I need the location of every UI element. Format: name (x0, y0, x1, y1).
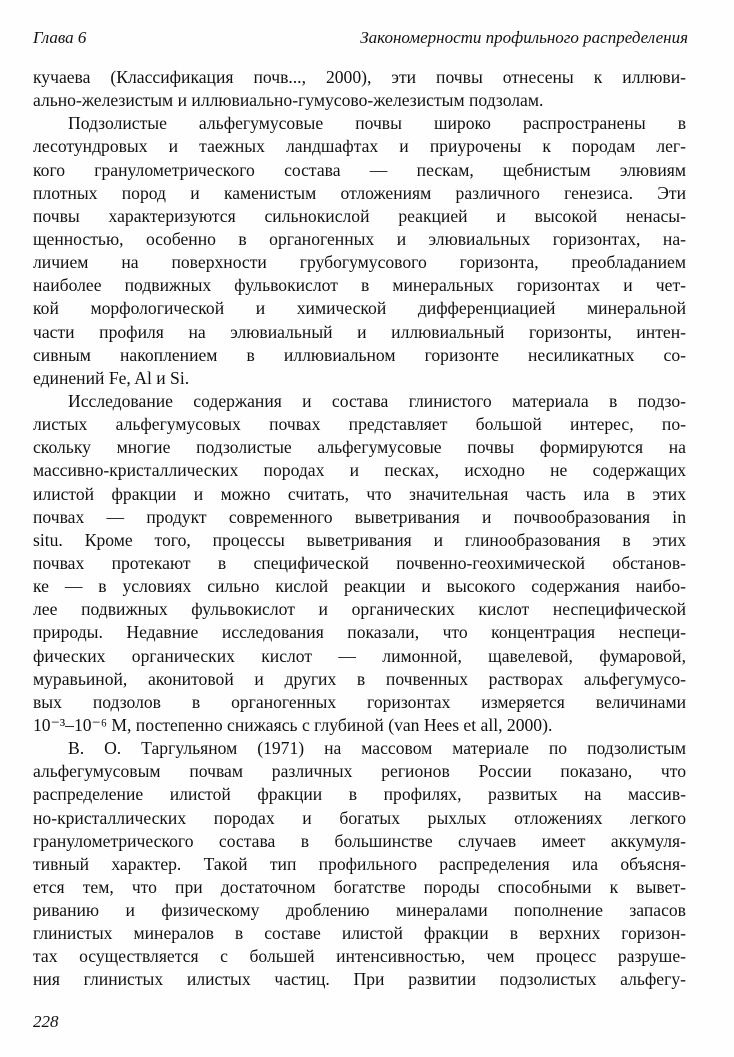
text-line: почвы характеризуются сильнокислой реакцией и высокой ненасы- (33, 205, 686, 226)
text-line: почвах протекают в специфической почвенно-геохимической обстанов- (33, 552, 686, 573)
text-line: тах осуществляется с большей интенсивностью, чем процесс разруше- (33, 946, 686, 967)
text-line: фических органических кислот — лимонной, щавелевой, фумаровой, (33, 645, 686, 666)
text-line: риванию и физическому дроблению минералами пополнение запасов (33, 900, 686, 921)
text-line: части профиля на элювиальный и иллювиальный горизонты, интен- (33, 321, 686, 342)
text-line: тивный характер. Такой тип профильного распределения ила объясня- (33, 853, 686, 874)
text-line: кой морфологической и химической дифференциацией минеральной (33, 298, 686, 319)
text-line: Исследование содержания и состава глинистого материала в подзо- (68, 390, 686, 411)
text-line: лее подвижных фульвокислот и органических кислот неспецифической (33, 599, 686, 620)
text-line: распределение илистой фракции в профилях, развитых на массив- (33, 784, 686, 805)
text-line: скольку многие подзолистые альфегумусовые почвы формируются на (33, 437, 686, 458)
text-line: муравьиной, аконитовой и других в почвенных растворах альфегумусо- (33, 668, 686, 689)
text-line: Подзолистые альфегумусовые почвы широко распространены в (68, 113, 686, 134)
text-line: илистой фракции и можно считать, что значительная часть ила в этих (33, 483, 686, 504)
text-line: вых подзолов в органогенных горизонтах измеряется величинами (33, 691, 686, 712)
running-title: Закономерности профильного распределения (360, 28, 688, 47)
text-line: природы. Недавние исследования показали, что концентрация неспеци- (33, 622, 686, 643)
text-line: гранулометрического состава в большинстве случаев имеет аккумуля- (33, 830, 686, 851)
text-line: глинистых минералов в составе илистой фракции в верхних горизон- (33, 923, 686, 944)
text-line: situ. Кроме того, процессы выветривания и глинообразования в этих (33, 529, 686, 550)
text-line: В. О. Таргульяном (1971) на массовом материале по подзолистым (68, 738, 686, 759)
text-line: массивно-кристаллических породах и песках, исходно не содержащих (33, 460, 686, 481)
text-line: единений Fe, Al и Si. (33, 367, 190, 388)
text-line: кого гранулометрического состава — пескам, щебнистым элювиям (33, 159, 686, 180)
text-line: лесотундровых и таежных ландшафтах и приурочены к породам лег- (33, 136, 686, 157)
text-line: ется тем, что при достаточном богатстве породы способными к вывет- (33, 876, 686, 897)
text-line: плотных пород и каменистым отложениям различного генезиса. Эти (33, 182, 686, 203)
text-line: альфегумусовым почвам различных регионов России показано, что (33, 761, 686, 782)
text-line: щенностью, особенно в органогенных и элювиальных горизонтах, на- (33, 228, 686, 249)
text-line: почвах — продукт современного выветривания и почвообразования in (33, 506, 686, 527)
text-line: кучаева (Классификация почв..., 2000), эти почвы отнесены к иллюви- (33, 67, 686, 87)
text-line: ке — в условиях сильно кислой реакции и высокого содержания наибо- (33, 576, 686, 597)
chapter-label: Глава 6 (33, 28, 87, 47)
text-line: наиболее подвижных фульвокислот в минеральных горизонтах и чет- (33, 275, 686, 296)
text-line: ния глинистых илистых частиц. При развитии подзолистых альфегу- (33, 969, 686, 990)
page-number: 228 (33, 1012, 59, 1031)
text-line: личием на поверхности грубогумусового горизонта, преобладанием (33, 252, 686, 273)
text-line: листых альфегумусовых почвах представляет большой интерес, по- (33, 414, 686, 435)
text-line: 10⁻³–10⁻⁶ М, постепенно снижаясь с глубиной (van Hees et all, 2000). (33, 714, 553, 735)
text-line: сивным накоплением в иллювиальном горизонте несиликатных со- (33, 344, 686, 365)
text-line: но-кристаллических породах и богатых рыхлых отложениях легкого (33, 807, 686, 828)
body-text (33, 66, 686, 992)
text-line: ально-железистым и иллювиально-гумусово-железистым подзолам. (33, 90, 544, 111)
